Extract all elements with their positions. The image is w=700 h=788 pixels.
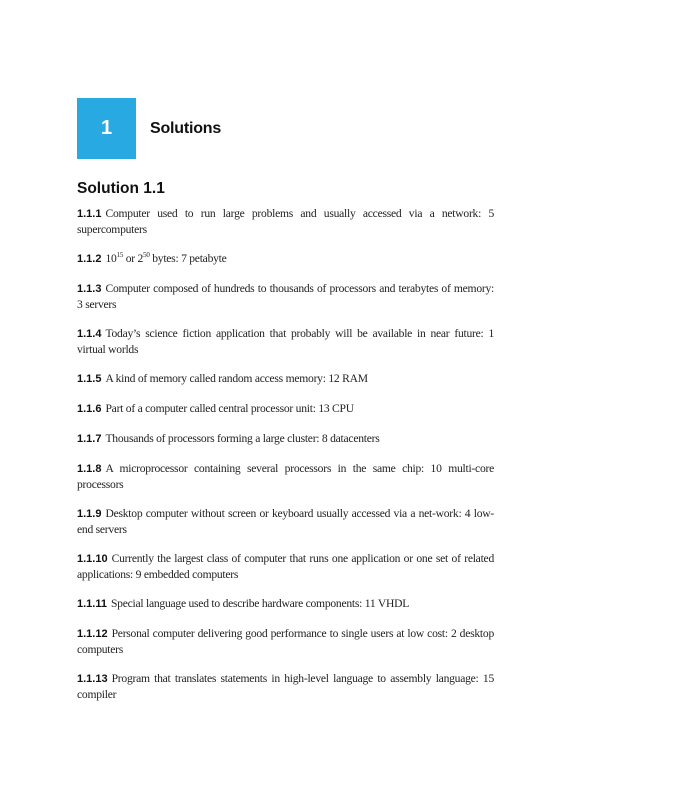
- item-number: 1.1.5: [77, 373, 102, 385]
- item-text: Program that translates statements in high-level language to assembly language: 15 compiler: [77, 672, 494, 701]
- item-number: 1.1.3: [77, 283, 102, 295]
- item-number: 1.1.9: [77, 508, 102, 520]
- item-text-part: 10: [105, 252, 117, 265]
- item-text: A kind of memory called random access memory: 12 RAM: [105, 372, 368, 385]
- item-text-part: or 2: [123, 252, 144, 265]
- item-superscript: 15: [116, 251, 124, 260]
- item-number: 1.1.4: [77, 328, 102, 340]
- chapter-number-box: [77, 98, 136, 159]
- item-text-part: bytes: 7 petabyte: [149, 252, 227, 265]
- item-number: 1.1.12: [77, 628, 108, 640]
- chapter-number: 1: [100, 117, 113, 139]
- item-number: 1.1.8: [77, 463, 102, 475]
- item-number: 1.1.2: [77, 253, 102, 265]
- solution-item: [77, 461, 494, 492]
- item-superscript: 50: [143, 251, 150, 260]
- solution-item: [77, 371, 494, 387]
- item-number: 1.1.7: [77, 433, 102, 445]
- solution-item: [77, 206, 494, 237]
- solution-item: [77, 281, 494, 312]
- solution-item: [77, 401, 494, 417]
- item-number: 1.1.13: [77, 673, 108, 685]
- solution-items: [77, 206, 494, 702]
- item-text: Today’s science fiction application that probably will be available in near future: 1 virtual worlds: [77, 327, 494, 356]
- solution-item: [77, 431, 494, 447]
- item-text: Desktop computer without screen or keyboard usually accessed via a net-work: 4 low-end servers: [77, 507, 494, 536]
- solution-item: [77, 626, 494, 657]
- item-text: Computer composed of hundreds to thousands of processors and terabytes of memory: 3 servers: [77, 282, 494, 311]
- item-text: A microprocessor containing several processors in the same chip: 10 multi-core processors: [77, 462, 494, 491]
- item-text: Personal computer delivering good performance to single users at low cost: 2 desktop computers: [77, 627, 494, 656]
- item-text: Part of a computer called central processor unit: 13 CPU: [105, 402, 354, 415]
- item-number: 1.1.11: [77, 598, 107, 610]
- item-text: Thousands of processors forming a large cluster: 8 datacenters: [105, 432, 380, 445]
- solution-item: [77, 671, 494, 702]
- solution-heading: Solution 1.1: [77, 180, 165, 197]
- item-number: 1.1.10: [77, 553, 108, 565]
- item-number: 1.1.1: [77, 208, 102, 220]
- solution-item: [77, 551, 494, 582]
- solution-item: [77, 506, 494, 537]
- item-text: Currently the largest class of computer that runs one application or one set of related applications: 9 embedded computers: [77, 552, 494, 581]
- solution-item: [77, 251, 494, 267]
- solution-item: [77, 596, 494, 612]
- chapter-title: Solutions: [150, 120, 222, 137]
- item-text: Special language used to describe hardware components: 11 VHDL: [110, 597, 410, 610]
- item-number: 1.1.6: [77, 403, 102, 415]
- item-text: Computer used to run large problems and usually accessed via a network: 5 supercomputers: [77, 207, 494, 236]
- solution-item: [77, 326, 494, 357]
